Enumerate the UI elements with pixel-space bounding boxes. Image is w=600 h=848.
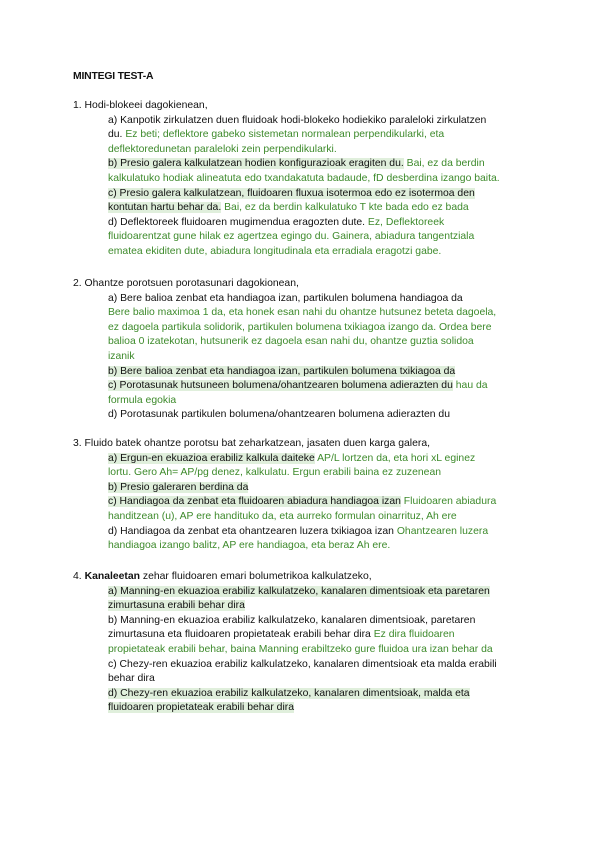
option-text: zehar fluidoaren emari bolumetrikoa kalkulatzeko, <box>140 571 372 582</box>
option-line <box>108 585 490 598</box>
question-stem <box>73 570 372 583</box>
answer-explanation: ez dagoela partikula solidorik, partikulen bolumena txikiagoa izango da. Ordea bere <box>108 321 492 333</box>
answer-explanation: handiagoa izango balitz, AP ere handiagoa, eta beraz Ah ere. <box>108 540 391 552</box>
question-stem <box>73 437 430 450</box>
option-line <box>108 599 245 612</box>
answer-explanation: Ez, Deflektoreek <box>365 216 445 228</box>
highlighted-correct-option: kontutan hartu behar da. <box>108 202 222 214</box>
answer-explanation: Bai, ez da berdin <box>403 158 485 170</box>
option-line <box>108 216 444 229</box>
option-line <box>108 481 248 494</box>
option-line <box>108 672 155 685</box>
question-stem <box>73 277 299 290</box>
option-line <box>108 114 486 127</box>
highlighted-correct-option: b) Bere balioa zenbat eta handiagoa izan, partikulen bolumena txikiagoa da <box>108 365 456 377</box>
answer-explanation: handitzean (u), AP ere handituko da, eta aurreko formulan oinarrituz, Ah ere <box>108 511 457 522</box>
answer-explanation: Ez beti; deflektore gabeko sistemetan normalean perpendikularki, eta <box>122 129 445 141</box>
option-line <box>108 701 294 714</box>
option-text: behar dira <box>108 673 155 685</box>
option-line <box>108 408 450 421</box>
option-line <box>108 628 455 641</box>
answer-explanation: formula egokia <box>108 394 177 406</box>
option-line <box>108 495 496 508</box>
answer-explanation: kalkulatuko hodiak alineatuta edo txandakatuta badaude, fD desberdina izango baita. <box>108 173 500 184</box>
answer-explanation: propietateak erabili behar, baina Manning erabiltzeko gure fluidoa ura izan behar da <box>108 644 493 655</box>
highlighted-correct-option: a) Manning-en ekuazioa erabiliz kalkulatzeko, kanalaren dimentsioak eta paretaren <box>108 585 490 597</box>
option-line <box>108 128 444 141</box>
option-text: a) Bere balioa zenbat eta handiagoa izan, partikulen bolumena handiagoa da <box>108 292 463 304</box>
answer-explanation: Fluidoaren abiadura <box>400 496 497 508</box>
highlighted-correct-option: c) Porotasunak hutsuneen bolumena/ohantzearen bolumena adierazten du <box>108 380 453 392</box>
answer-explanation: Bere balio maximoa 1 da, eta honek esan nahi du ohantze hutsunez beteta dagoela, <box>108 307 497 319</box>
option-line <box>108 614 475 627</box>
bold-term: Kanaleetan <box>84 571 141 582</box>
answer-explanation: AP/L lortzen da, eta hori xL eginez <box>314 452 476 464</box>
option-line <box>108 379 488 392</box>
option-line <box>108 245 441 258</box>
highlighted-correct-option: a) Ergun-en ekuazioa erabiliz kalkula daiteke <box>108 452 315 464</box>
option-line <box>108 321 492 334</box>
highlighted-correct-option: b) Presio galeraren berdina da <box>108 481 249 493</box>
option-line <box>108 466 441 479</box>
option-text: a) Kanpotik zirkulatzen duen fluidoak hodi-blokeko hodiekiko paraleloki zirkulatzen <box>108 114 487 126</box>
answer-explanation: balioa 0 izatekotan, hutsunerik ez dagoela esan nahi du, ohantze guztia solidoa <box>108 336 474 348</box>
answer-explanation: Ez dira fluidoaren <box>370 629 455 641</box>
option-line <box>108 172 500 185</box>
option-text: 4. <box>73 571 85 582</box>
option-text: 2. Ohantze porotsuen porotasunari dagokionean, <box>73 278 299 289</box>
option-line <box>108 335 474 348</box>
highlighted-correct-option: c) Presio galera kalkulatzean, fluidoaren fluxua isotermoa edo ez isotermoa den <box>108 187 475 199</box>
highlighted-correct-option: zimurtasuna erabili behar dira <box>108 600 245 612</box>
option-line <box>108 452 475 465</box>
answer-explanation: Ohantzearen luzera <box>393 525 489 537</box>
option-line <box>108 539 390 552</box>
answer-explanation: deflektoredunetan paraleloki zein perpendikularki. <box>108 143 337 155</box>
option-line <box>108 510 457 523</box>
highlighted-correct-option: d) Chezy-ren ekuazioa erabiliz kalkulatzeko, kanalaren dimentsioak, malda eta <box>108 687 470 699</box>
highlighted-correct-option: b) Presio galera kalkulatzean hodien konfigurazioak eragiten du. <box>108 158 404 170</box>
option-line <box>108 394 176 407</box>
option-line <box>108 292 463 305</box>
option-text: 1. Hodi-blokeei dagokienean, <box>73 100 208 111</box>
highlighted-correct-option: c) Handiagoa da zenbat eta fluidoaren abiadura handiagoa izan <box>108 496 401 508</box>
answer-explanation: hau da <box>452 380 488 392</box>
option-line <box>108 306 496 319</box>
highlighted-correct-option: fluidoaren propietateak erabili behar dira <box>108 702 294 714</box>
option-line <box>108 201 469 214</box>
document-title: MINTEGI TEST-A <box>73 71 154 82</box>
option-line <box>108 365 455 378</box>
option-text: b) Manning-en ekuazioa erabiliz kalkulatzeko, kanalaren dimentsioak, paretaren <box>108 614 476 626</box>
option-line <box>108 525 488 538</box>
option-line <box>108 143 337 156</box>
option-line <box>108 350 135 363</box>
option-line <box>108 230 474 243</box>
answer-explanation: fluidoarentzat gune hilak ez agertzea egingo du. Gainera, abiadura tangentziala <box>108 231 475 243</box>
answer-explanation: izanik <box>108 351 135 362</box>
option-text: d) Handiagoa da zenbat eta ohantzearen luzera txikiagoa izan <box>108 525 394 537</box>
option-text: 3. Fluido batek ohantze porotsu bat zeharkatzean, jasaten duen karga galera, <box>73 438 430 449</box>
option-text: d) Porotasunak partikulen bolumena/ohantzearen bolumena adierazten du <box>108 409 450 421</box>
option-text: du. <box>108 129 123 141</box>
option-line <box>108 658 497 671</box>
option-line <box>108 187 475 200</box>
answer-explanation: lortu. Gero Ah= AP/pg denez, kalkulatu. Ergun erabili baina ez zuzenean <box>108 467 442 479</box>
option-text: c) Chezy-ren ekuazioa erabiliz kalkulatzeko, kanalaren dimentsioak eta malda erabili <box>108 658 497 670</box>
option-text: d) Deflektoreek fluidoaren mugimendua eragozten dute. <box>108 216 366 228</box>
answer-explanation: Bai, ez da berdin kalkulatuko T kte bada edo ez bada <box>221 202 469 214</box>
option-line <box>108 157 485 170</box>
option-text: zimurtasuna eta fluidoaren propietateak erabili behar dira <box>108 629 371 641</box>
answer-explanation: ematea ekiditen dute, abiadura longitudinala eta erradiala eragotzi gabe. <box>108 246 442 257</box>
question-stem <box>73 99 208 112</box>
option-line <box>108 643 493 656</box>
option-line <box>108 687 470 700</box>
